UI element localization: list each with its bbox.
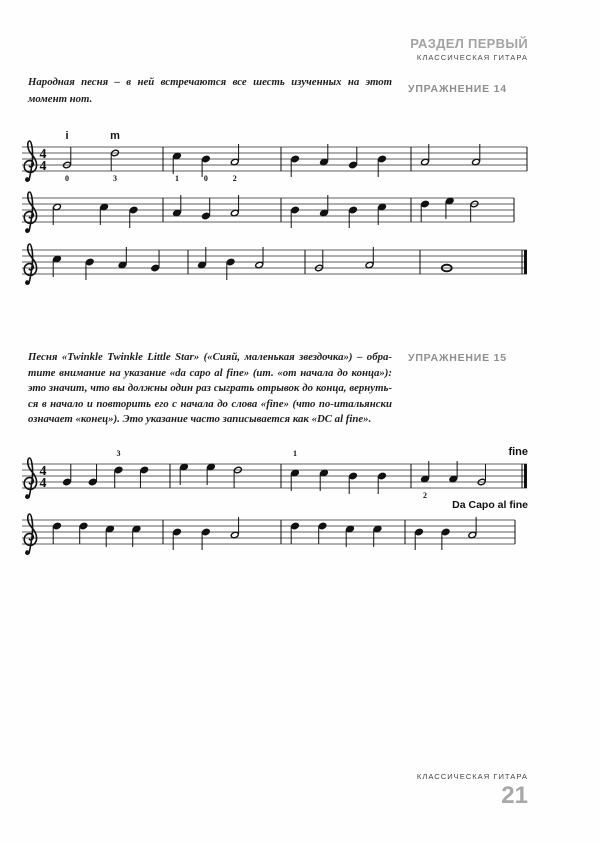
- quarter-note: [420, 461, 430, 500]
- quarter-note: [226, 258, 236, 280]
- quarter-note: [348, 206, 358, 228]
- time-signature: [40, 464, 47, 491]
- fingering-label: 0: [203, 174, 208, 183]
- text-line: ся в начало и повторить его с начала до слова «fine» (что по-итальянски: [28, 397, 392, 410]
- fingering-label: 2: [423, 491, 427, 500]
- quarter-note: [139, 466, 149, 488]
- quarter-note: [88, 464, 98, 486]
- quarter-note: [318, 522, 328, 544]
- quarter-note: [201, 198, 211, 220]
- quarter-note: [201, 155, 211, 183]
- staff: [22, 244, 527, 284]
- half-note: [110, 130, 120, 183]
- text-line: Песня «Twinkle Twinkle Little Star» («Сияй, маленькая звездочка») – обра-: [28, 351, 392, 363]
- svg-text:4: 4: [39, 159, 47, 174]
- quarter-note: [290, 206, 300, 228]
- staff: [22, 514, 515, 554]
- fingering-label: 1: [293, 449, 297, 458]
- quarter-note: [79, 522, 89, 544]
- fingering-label: m: [110, 130, 120, 142]
- staff: [22, 130, 527, 183]
- text-line: момент нот.: [28, 93, 93, 105]
- time-signature: [40, 147, 47, 174]
- section-title: РАЗДЕЛ ПЕРВЫЙ: [410, 36, 528, 51]
- fingering-label: 3: [116, 449, 121, 458]
- fine-marking: fine: [508, 446, 528, 458]
- fingering-label: 3: [113, 174, 117, 183]
- half-note: [477, 464, 486, 486]
- half-note: [63, 130, 72, 183]
- svg-text:4: 4: [39, 464, 47, 479]
- page-number: 21: [501, 782, 528, 809]
- quarter-note: [377, 155, 387, 177]
- quarter-note: [52, 522, 62, 544]
- fingering-label: i: [65, 130, 69, 142]
- quarter-note: [348, 147, 358, 169]
- quarter-note: [441, 528, 451, 550]
- quarter-note: [414, 528, 424, 550]
- da-capo-marking: Da Capo al fine: [452, 499, 528, 511]
- text-line: тите внимание на указание «da capo al fine» (ит. «от начала до конца»):: [28, 366, 392, 379]
- fingering-label: 0: [65, 174, 69, 183]
- quarter-note: [150, 250, 160, 272]
- exercise-15-label: УПРАЖНЕНИЕ 15: [408, 352, 507, 364]
- half-note: [315, 250, 324, 272]
- quarter-note: [290, 522, 300, 544]
- text-line: Народная песня – в ней встречаются все шесть изученных на этот: [28, 76, 392, 88]
- quarter-note: [377, 472, 387, 494]
- quarter-note: [201, 528, 211, 550]
- text-line: означает «конец»). Это указание часто записывается как «DC al fine».: [28, 413, 372, 426]
- fingering-label: 2: [232, 174, 237, 183]
- half-note: [230, 144, 239, 183]
- quarter-note: [348, 472, 358, 494]
- quarter-note: [129, 206, 139, 228]
- svg-text:4: 4: [39, 476, 47, 491]
- quarter-note: [290, 155, 300, 177]
- half-note: [470, 200, 479, 222]
- quarter-note: [85, 258, 95, 280]
- book-title: КЛАССИЧЕСКАЯ ГИТАРА: [416, 53, 528, 62]
- exercise-14-label: УПРАЖНЕНИЕ 14: [408, 83, 507, 95]
- staff: [22, 192, 514, 232]
- quarter-note: [172, 528, 182, 550]
- fingering-label: 1: [175, 174, 179, 183]
- quarter-note: [420, 200, 430, 222]
- quarter-note: [62, 464, 72, 486]
- text-line: это значит, что вы должны один раз сыграть отрывок до конца, вернуть-: [28, 382, 392, 395]
- half-note: [233, 466, 242, 488]
- svg-text:4: 4: [39, 147, 47, 162]
- staff: [22, 449, 527, 500]
- footer-book-title: КЛАССИЧЕСКАЯ ГИТАРА: [416, 772, 528, 781]
- quarter-note: [172, 152, 182, 183]
